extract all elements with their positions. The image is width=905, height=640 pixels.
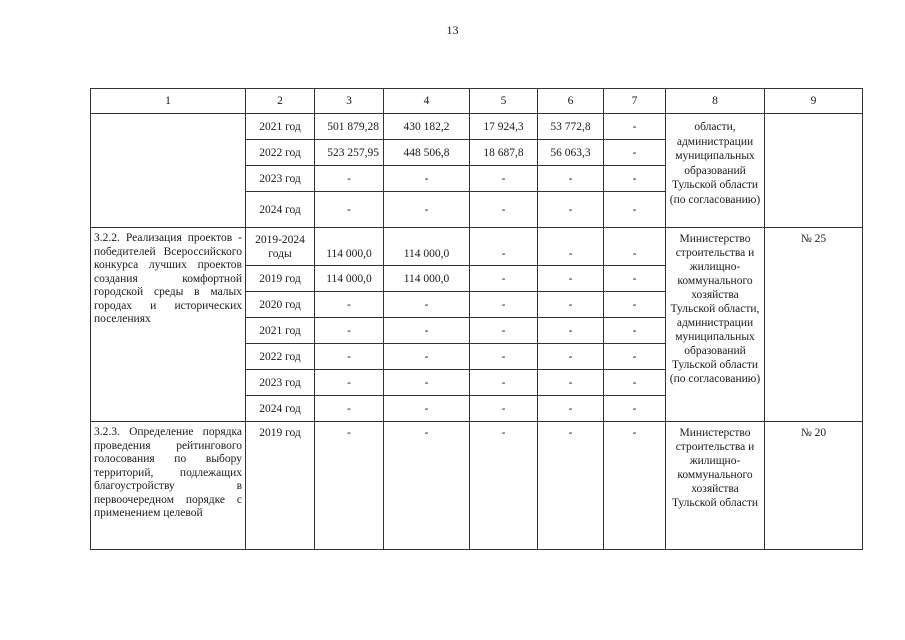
year-cell: 2019-2024 годы bbox=[246, 228, 315, 266]
value-cell: - bbox=[315, 370, 384, 396]
value-cell: - bbox=[604, 166, 666, 192]
value-cell: - bbox=[604, 192, 666, 228]
header-cell: 1 bbox=[91, 89, 246, 114]
indicator-cell: № 20 bbox=[765, 422, 863, 550]
value-cell: 114 000,0 bbox=[315, 228, 384, 266]
measure-cell: 3.2.3. Определение порядка проведения рейтингового голосования по выбору территорий, подлежащих благоустройству в первоочередном порядке с применением целевой bbox=[91, 422, 246, 550]
header-row bbox=[91, 89, 863, 114]
value-cell: 53 772,8 bbox=[538, 114, 604, 140]
value-cell: 114 000,0 bbox=[384, 228, 470, 266]
value-cell: - bbox=[470, 396, 538, 422]
value-cell: - bbox=[604, 114, 666, 140]
value-cell: 114 000,0 bbox=[315, 266, 384, 292]
header-cell: 2 bbox=[246, 89, 315, 114]
value-cell: - bbox=[538, 228, 604, 266]
value-cell: - bbox=[538, 292, 604, 318]
year-cell: 2019 год bbox=[246, 266, 315, 292]
value-cell: - bbox=[470, 318, 538, 344]
value-cell: - bbox=[315, 396, 384, 422]
executor-cell: Министерство строительства и жилищно-коммунального хозяйства Тульской области, администрации муниципальных образований Тульской области (по согласованию) bbox=[666, 228, 765, 422]
header-cell: 9 bbox=[765, 89, 863, 114]
year-cell: 2022 год bbox=[246, 344, 315, 370]
value-cell: 114 000,0 bbox=[384, 266, 470, 292]
value-cell: - bbox=[470, 266, 538, 292]
measure-cell: 3.2.2. Реализация проектов - победителей Всероссийского конкурса лучших проектов создания комфортной городской среды в малых городах и исторических поселениях bbox=[91, 228, 246, 422]
value-cell: - bbox=[604, 370, 666, 396]
value-cell: 56 063,3 bbox=[538, 140, 604, 166]
value-cell: - bbox=[384, 292, 470, 318]
value-cell: - bbox=[470, 228, 538, 266]
value-cell: 448 506,8 bbox=[384, 140, 470, 166]
value-cell: - bbox=[470, 166, 538, 192]
value-cell: - bbox=[604, 140, 666, 166]
indicator-cell-empty bbox=[765, 114, 863, 228]
value-cell: - bbox=[604, 228, 666, 266]
value-cell: - bbox=[315, 192, 384, 228]
value-cell: - bbox=[470, 370, 538, 396]
value-cell: 18 687,8 bbox=[470, 140, 538, 166]
year-cell: 2020 год bbox=[246, 292, 315, 318]
value-cell: - bbox=[538, 344, 604, 370]
year-cell: 2023 год bbox=[246, 370, 315, 396]
value-cell: - bbox=[538, 166, 604, 192]
year-cell: 2024 год bbox=[246, 396, 315, 422]
value-cell: 430 182,2 bbox=[384, 114, 470, 140]
header-cell: 8 bbox=[666, 89, 765, 114]
value-cell: - bbox=[384, 192, 470, 228]
page-number: 13 bbox=[446, 23, 459, 37]
year-cell: 2023 год bbox=[246, 166, 315, 192]
table-row bbox=[91, 422, 863, 550]
header-cell: 5 bbox=[470, 89, 538, 114]
value-cell: 17 924,3 bbox=[470, 114, 538, 140]
value-cell: - bbox=[538, 266, 604, 292]
value-cell: - bbox=[470, 344, 538, 370]
value-cell: - bbox=[604, 422, 666, 550]
year-cell: 2021 год bbox=[246, 318, 315, 344]
year-cell: 2024 год bbox=[246, 192, 315, 228]
value-cell: - bbox=[604, 318, 666, 344]
value-cell: - bbox=[604, 292, 666, 318]
value-cell: - bbox=[315, 292, 384, 318]
value-cell: - bbox=[538, 318, 604, 344]
program-table bbox=[90, 88, 863, 550]
year-cell: 2021 год bbox=[246, 114, 315, 140]
value-cell: - bbox=[538, 192, 604, 228]
value-cell: 501 879,28 bbox=[315, 114, 384, 140]
value-cell: - bbox=[538, 370, 604, 396]
value-cell: - bbox=[384, 370, 470, 396]
value-cell: - bbox=[384, 166, 470, 192]
value-cell: 523 257,95 bbox=[315, 140, 384, 166]
value-cell: - bbox=[315, 318, 384, 344]
year-cell: 2019 год bbox=[246, 422, 315, 550]
value-cell: - bbox=[384, 318, 470, 344]
value-cell: - bbox=[384, 422, 470, 550]
value-cell: - bbox=[470, 192, 538, 228]
value-cell: - bbox=[470, 292, 538, 318]
value-cell: - bbox=[604, 396, 666, 422]
value-cell: - bbox=[384, 344, 470, 370]
indicator-cell: № 25 bbox=[765, 228, 863, 422]
measure-cell-empty bbox=[91, 114, 246, 228]
value-cell: - bbox=[538, 396, 604, 422]
table-row bbox=[91, 228, 863, 266]
value-cell: - bbox=[315, 166, 384, 192]
value-cell: - bbox=[538, 422, 604, 550]
executor-cell: области, администрации муниципальных образований Тульской области (по согласованию) bbox=[666, 114, 765, 228]
value-cell: - bbox=[384, 396, 470, 422]
value-cell: - bbox=[604, 266, 666, 292]
value-cell: - bbox=[315, 344, 384, 370]
header-cell: 3 bbox=[315, 89, 384, 114]
executor-cell: Министерство строительства и жилищно-коммунального хозяйства Тульской области bbox=[666, 422, 765, 550]
header-cell: 4 bbox=[384, 89, 470, 114]
header-cell: 7 bbox=[604, 89, 666, 114]
table-row bbox=[91, 114, 863, 140]
value-cell: - bbox=[315, 422, 384, 550]
value-cell: - bbox=[470, 422, 538, 550]
year-cell: 2022 год bbox=[246, 140, 315, 166]
value-cell: - bbox=[604, 344, 666, 370]
header-cell: 6 bbox=[538, 89, 604, 114]
